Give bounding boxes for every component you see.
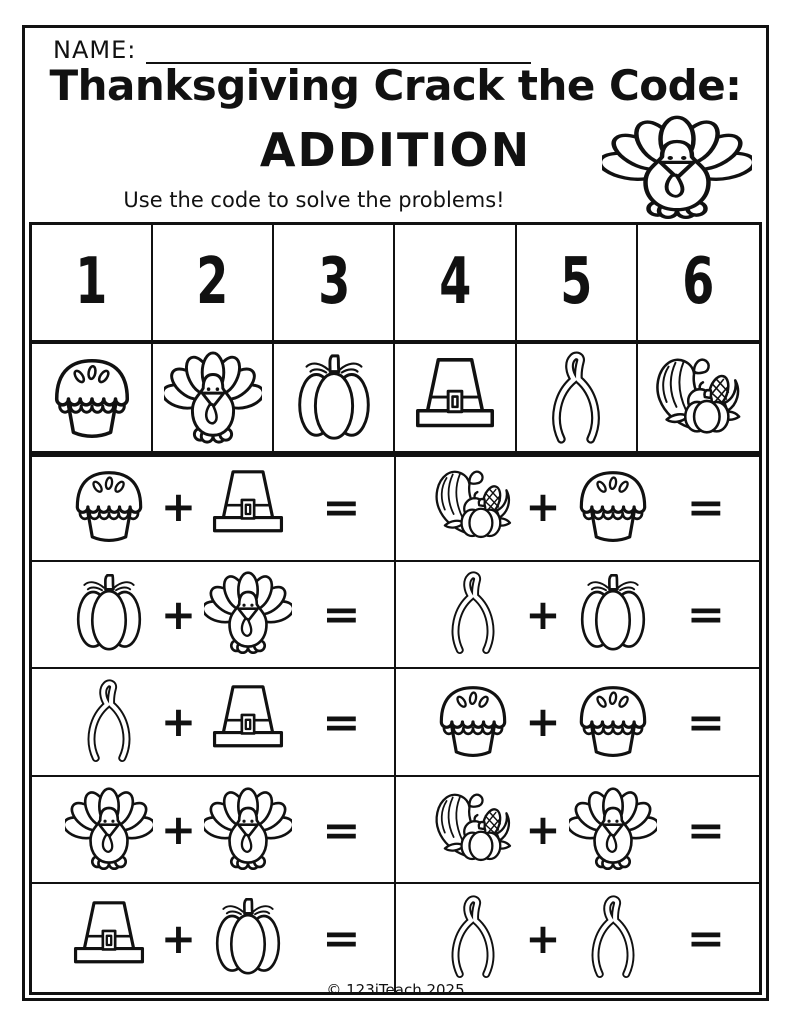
problems-grid <box>29 451 762 995</box>
pumpkin-icon <box>569 570 657 658</box>
pie-icon <box>43 350 141 448</box>
plus-sign: + <box>525 697 561 747</box>
plus-sign: + <box>160 805 197 855</box>
turkey-icon <box>164 350 262 448</box>
equals-sign: = <box>322 590 361 639</box>
name-label: NAME: <box>53 36 137 64</box>
cornucopia-icon <box>429 786 517 874</box>
equals-sign: = <box>686 805 726 854</box>
pie-icon <box>429 678 517 766</box>
equals-sign: = <box>322 482 361 532</box>
wishbone-icon <box>527 350 625 448</box>
code-icon-cell <box>274 344 395 455</box>
code-number: 6 <box>682 245 715 320</box>
pie-icon <box>65 463 153 551</box>
code-numbers-row <box>32 225 759 340</box>
code-number: 4 <box>439 245 472 320</box>
pumpkin-icon <box>204 894 292 982</box>
problem-cell <box>396 669 760 777</box>
plus-sign: + <box>525 805 561 855</box>
problem-cell <box>32 777 396 885</box>
code-number-cell <box>517 225 638 340</box>
problem-cell <box>396 562 760 670</box>
problem-cell <box>396 884 760 992</box>
wishbone-icon <box>569 894 657 982</box>
plus-sign: + <box>160 913 197 963</box>
code-number-cell <box>395 225 516 340</box>
pilgrim-hat-icon <box>204 463 292 551</box>
pilgrim-hat-icon <box>406 350 504 448</box>
name-blank-line <box>146 36 531 64</box>
turkey-illustration <box>602 114 752 224</box>
pumpkin-icon <box>285 350 383 448</box>
code-number: 1 <box>75 245 108 320</box>
equals-sign: = <box>686 913 726 963</box>
page-title-addition: ADDITION <box>259 123 532 177</box>
code-icon-cell <box>395 344 516 455</box>
code-number-cell <box>274 225 395 340</box>
pilgrim-hat-icon <box>204 678 292 766</box>
name-row <box>53 36 531 64</box>
equals-sign: = <box>686 482 726 532</box>
equals-sign: = <box>686 697 726 747</box>
problem-cell <box>32 669 396 777</box>
equals-sign: = <box>322 913 361 963</box>
wishbone-icon <box>429 570 517 658</box>
code-number: 2 <box>196 245 229 320</box>
code-number-cell <box>638 225 759 340</box>
equals-sign: = <box>686 590 726 639</box>
plus-sign: + <box>160 482 197 532</box>
copyright-text: © 123iTeach 2025 <box>326 981 465 999</box>
pie-icon <box>569 463 657 551</box>
instructions-text: Use the code to solve the problems! <box>123 188 505 212</box>
code-table <box>29 222 762 457</box>
code-number-cell <box>32 225 153 340</box>
code-icon-cell <box>638 344 759 455</box>
problem-cell <box>32 454 396 562</box>
cornucopia-icon <box>429 463 517 551</box>
code-icon-cell <box>32 344 153 455</box>
cornucopia-icon <box>649 350 747 448</box>
code-number: 3 <box>317 245 350 320</box>
page-title: Thanksgiving Crack the Code: <box>49 61 742 110</box>
pumpkin-icon <box>65 570 153 658</box>
problem-cell <box>32 884 396 992</box>
turkey-icon <box>204 786 292 874</box>
wishbone-icon <box>65 678 153 766</box>
equals-sign: = <box>322 805 361 854</box>
problem-cell <box>32 562 396 670</box>
turkey-icon <box>569 786 657 874</box>
plus-sign: + <box>525 913 561 963</box>
code-icon-cell <box>517 344 638 455</box>
turkey-icon <box>65 786 153 874</box>
code-icons-row <box>32 340 759 455</box>
code-number-cell <box>153 225 274 340</box>
problem-cell <box>396 777 760 885</box>
sheet-border <box>22 25 769 1001</box>
code-icon-cell <box>153 344 274 455</box>
wishbone-icon <box>429 894 517 982</box>
turkey-icon <box>204 570 292 658</box>
pilgrim-hat-icon <box>65 894 153 982</box>
problem-cell <box>396 454 760 562</box>
plus-sign: + <box>160 697 197 747</box>
plus-sign: + <box>525 589 561 639</box>
pie-icon <box>569 678 657 766</box>
code-number: 5 <box>560 245 593 320</box>
plus-sign: + <box>525 482 561 532</box>
plus-sign: + <box>160 589 197 639</box>
equals-sign: = <box>322 697 361 747</box>
